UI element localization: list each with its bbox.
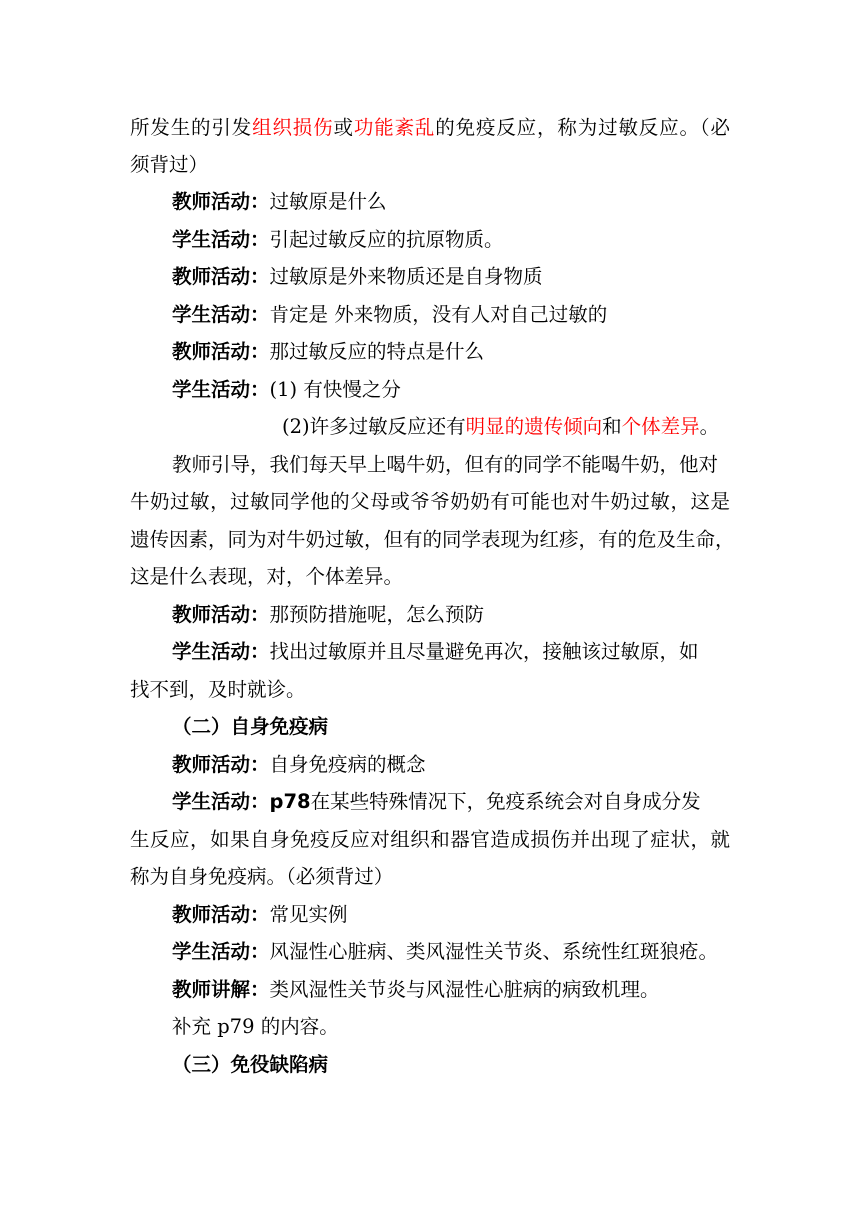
text-segment: 学生活动： (172, 940, 270, 963)
text-segment: 教师活动： (172, 265, 270, 288)
text-segment: (2)许多过敏反应还有 (282, 415, 466, 438)
text-segment: 这是什么表现，对，个体差异。 (130, 565, 404, 588)
text-segment: 学生活动： (172, 228, 270, 251)
line-13 (130, 564, 403, 590)
text-segment: 教师活动： (172, 190, 270, 213)
text-segment: 教师讲解： (172, 978, 270, 1001)
text-segment: 。 (699, 415, 720, 438)
line-2 (130, 152, 208, 178)
text-segment: 遗传因素，同为对牛奶过敏，但有的同学表现为红疹，有的危及生命， (130, 528, 735, 551)
line-12 (130, 527, 735, 553)
line-3 (172, 189, 387, 215)
text-segment: 或 (333, 116, 354, 139)
line-24 (172, 977, 660, 1003)
highlighted-text: 个体差异 (621, 415, 700, 438)
text-segment: 须背过） (130, 153, 209, 176)
text-segment: 补充 p79 的内容。 (172, 1015, 339, 1038)
line-10 (172, 452, 718, 478)
highlighted-text: 明显的遗传倾向 (465, 415, 603, 438)
text-segment: 过敏原是外来物质还是自身物质 (269, 265, 543, 288)
text-segment: 自身免疫病的概念 (269, 753, 426, 776)
text-segment: 学生活动： (172, 378, 270, 401)
text-segment: 学生活动： (172, 640, 270, 663)
text-segment: 的免疫反应，称为过敏反应。（必 (435, 116, 730, 139)
line-16 (130, 677, 306, 703)
text-segment: 肯定是 外来物质，没有人对自己过敏的 (269, 303, 608, 326)
line-7 (172, 339, 484, 365)
text-segment: （三）免役缺陷病 (172, 1053, 329, 1076)
line-8 (172, 377, 401, 403)
line-22 (172, 902, 348, 928)
text-segment: 教师活动： (172, 603, 270, 626)
text-segment: 那过敏反应的特点是什么 (269, 340, 485, 363)
line-1 (130, 115, 730, 141)
text-segment: 牛奶过敏，过敏同学他的父母或爷爷奶奶有可能也对牛奶过敏，这是 (130, 490, 730, 513)
text-segment: （二）自身免疫病 (172, 715, 329, 738)
text-segment: 教师活动： (172, 340, 270, 363)
text-segment: 所发生的引发 (130, 116, 253, 139)
heading-autoimmune (172, 714, 328, 740)
line-15 (172, 639, 699, 665)
text-segment: 常见实例 (269, 903, 348, 926)
text-segment: 找出过敏原并且尽量避免再次，接触该过敏原，如 (269, 640, 699, 663)
text-segment: 那预防措施呢，怎么预防 (269, 603, 485, 626)
text-segment: 风湿性心脏病、类风湿性关节炎、系统性红斑狼疮。 (269, 940, 719, 963)
heading-immunodeficiency (172, 1052, 328, 1078)
line-23 (172, 939, 718, 965)
text-segment: 教师活动： (172, 903, 270, 926)
highlighted-text: 功能紊乱 (353, 116, 436, 139)
text-segment: 引起过敏反应的抗原物质。 (269, 228, 504, 251)
text-segment: 和 (602, 415, 622, 438)
line-21 (130, 864, 393, 890)
line-18 (172, 752, 426, 778)
text-segment: 类风湿性关节炎与风湿性心脏病的病致机理。 (269, 978, 660, 1001)
text-segment: 生反应，如果自身免疫反应对组织和器官造成损伤并出现了症状，就 (130, 828, 730, 851)
line-20 (130, 827, 730, 853)
text-segment: 过敏原是什么 (269, 190, 387, 213)
line-11 (130, 489, 730, 515)
highlighted-text: 组织损伤 (252, 116, 334, 139)
line-25 (172, 1014, 339, 1040)
line-9 (282, 414, 719, 440)
text-segment: 找不到，及时就诊。 (130, 678, 306, 701)
line-6 (172, 302, 607, 328)
line-14 (172, 602, 484, 628)
line-5 (172, 264, 543, 290)
text-segment: (1) 有快慢之分 (269, 378, 401, 401)
text-segment: 教师活动： (172, 753, 270, 776)
text-segment: 学生活动： (172, 790, 270, 813)
text-segment: p78 (269, 790, 311, 813)
text-segment: 学生活动： (172, 303, 270, 326)
line-4 (172, 227, 504, 253)
text-segment: 教师引导，我们每天早上喝牛奶，但有的同学不能喝牛奶，他对 (172, 453, 719, 476)
text-segment: 在某些特殊情况下，免疫系统会对自身成分发 (310, 790, 701, 813)
text-segment: 称为自身免疫病。（必须背过） (130, 865, 394, 888)
line-19 (172, 789, 701, 815)
